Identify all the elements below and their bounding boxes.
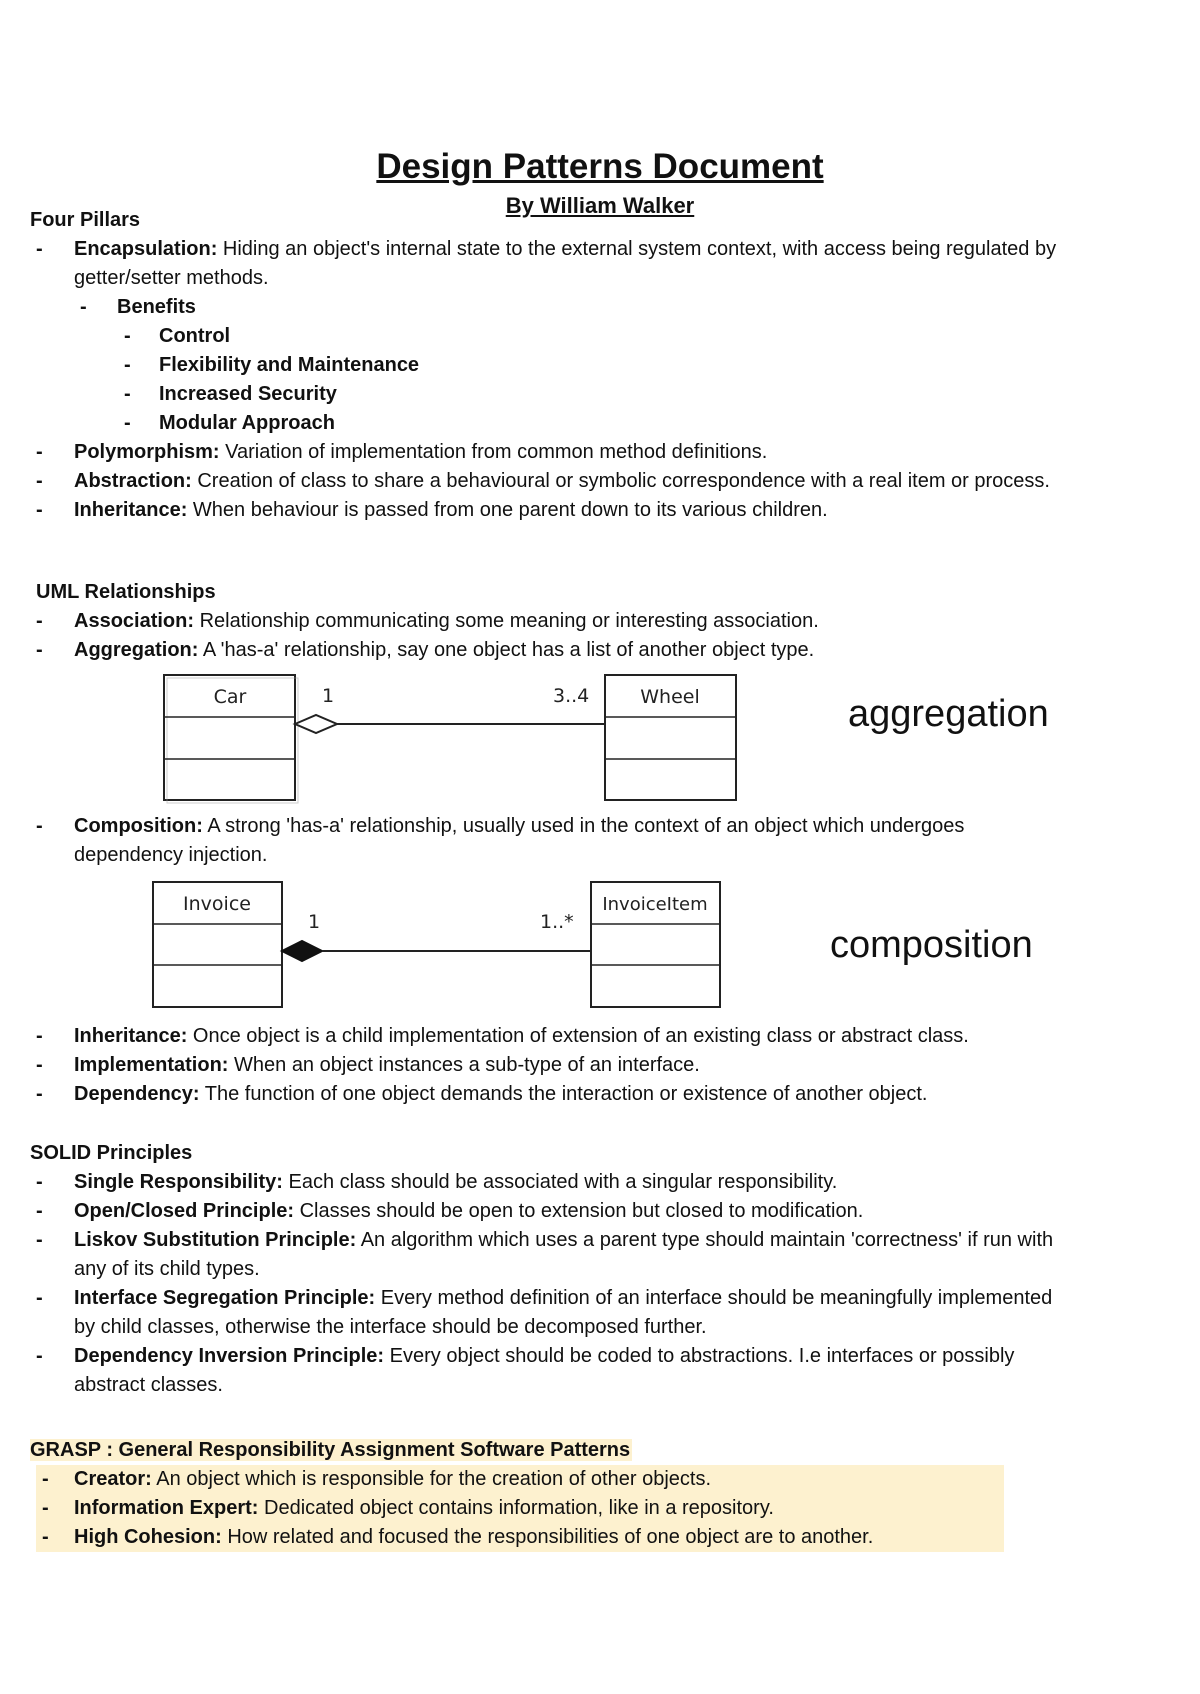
term-description: How related and focused the responsibilities of one object are to another. — [221, 1526, 874, 1548]
term-description: Variation of implementation from common method definitions. — [219, 441, 768, 463]
bullet-dash: - — [124, 354, 131, 376]
list-item-benefit — [30, 322, 1180, 351]
filled-diamond-icon — [282, 941, 322, 961]
bullet-dash: - — [36, 1287, 43, 1309]
list-item-grasp — [36, 1494, 1004, 1523]
benefit-label: Control — [159, 325, 231, 347]
document-title: Design Patterns Document — [376, 147, 824, 186]
term-label: Aggregation: — [74, 639, 199, 661]
aggregation-caption: aggregation — [848, 693, 1049, 735]
term-description: Classes should be open to extension but closed to modification. — [294, 1200, 864, 1222]
term-description-cont: any of its child types. — [74, 1258, 260, 1280]
term-label: Composition: — [74, 815, 203, 837]
bullet-dash: - — [36, 238, 43, 260]
list-item-inheritance — [30, 496, 1180, 525]
class-name-invoice: Invoice — [183, 893, 251, 915]
term-description-line1: A strong 'has-a' relationship, usually used in the context of an object which undergoes — [202, 815, 965, 837]
benefit-label: Increased Security — [159, 383, 337, 405]
uml-section — [36, 578, 1186, 665]
list-item-association — [30, 607, 1186, 636]
uml-class-invoiceitem — [591, 882, 720, 1007]
list-item-solid — [30, 1226, 1180, 1284]
uml-more-section — [30, 1022, 1180, 1109]
term-description: The function of one object demands the interaction or existence of another object. — [199, 1083, 928, 1105]
bullet-dash: - — [36, 499, 43, 521]
multiplicity-right: 1..* — [540, 911, 574, 933]
term-encapsulation: Encapsulation: — [74, 238, 218, 260]
term-description: An algorithm which uses a parent type should maintain 'correctness' if run with — [356, 1229, 1054, 1251]
term-label: Implementation: — [74, 1054, 229, 1076]
grasp-heading-row — [30, 1436, 1180, 1465]
term-label: Liskov Substitution Principle: — [74, 1229, 357, 1251]
list-item-benefit — [30, 351, 1180, 380]
term-label: Information Expert: — [74, 1497, 259, 1519]
term-description: Relationship communicating some meaning or interesting association. — [194, 610, 819, 632]
term-description: A 'has-a' relationship, say one object has a list of another object type. — [198, 639, 815, 661]
term-label: Inheritance: — [74, 1025, 188, 1047]
bullet-dash: - — [124, 383, 131, 405]
desc-encapsulation-line2: getter/setter methods. — [74, 267, 269, 289]
composition-section — [30, 812, 1180, 870]
list-item-solid — [30, 1284, 1180, 1342]
term-description-cont: abstract classes. — [74, 1374, 223, 1396]
uml-class-invoice — [153, 882, 282, 1007]
list-item-grasp — [36, 1465, 1004, 1494]
list-item-encapsulation — [30, 235, 1180, 293]
bullet-dash: - — [36, 1200, 43, 1222]
list-item-solid — [30, 1168, 1180, 1197]
bullet-dash: - — [36, 1054, 43, 1076]
term-description: Creation of class to share a behavioural or symbolic correspondence with a real item or process. — [191, 470, 1050, 492]
benefit-label: Modular Approach — [159, 412, 335, 434]
bullet-dash: - — [36, 815, 43, 837]
term-description: Every object should be coded to abstractions. I.e interfaces or possibly — [384, 1345, 1015, 1367]
uml-class-car — [164, 675, 298, 803]
grasp-section — [30, 1436, 1180, 1552]
bullet-dash: - — [36, 1229, 43, 1251]
list-item-solid — [30, 1197, 1180, 1226]
list-item-benefit — [30, 409, 1180, 438]
bullet-dash: - — [124, 325, 131, 347]
bullet-dash: - — [36, 1171, 43, 1193]
term-description: When behaviour is passed from one parent down to its various children. — [187, 499, 828, 521]
benefits-label: Benefits — [117, 296, 196, 318]
multiplicity-left: 1 — [322, 685, 335, 707]
bullet-dash: - — [42, 1468, 49, 1490]
term-label: Interface Segregation Principle: — [74, 1287, 376, 1309]
list-item-uml-inheritance — [30, 1022, 1180, 1051]
bullet-dash: - — [80, 296, 87, 318]
multiplicity-right: 3..4 — [553, 685, 590, 707]
solid-section — [30, 1139, 1180, 1400]
list-item-solid — [30, 1342, 1180, 1400]
class-name-car: Car — [213, 686, 247, 708]
hollow-diamond-icon — [295, 715, 337, 733]
term-label: Dependency: — [74, 1083, 200, 1105]
term-label: Dependency Inversion Principle: — [74, 1345, 385, 1367]
composition-caption: composition — [830, 924, 1033, 966]
bullet-dash: - — [36, 610, 43, 632]
term-description-line2: dependency injection. — [74, 844, 268, 866]
list-item-dependency — [30, 1080, 1180, 1109]
term-description: Every method definition of an interface should be meaningfully implemented — [375, 1287, 1053, 1309]
term-label: Creator: — [74, 1468, 152, 1490]
term-label: High Cohesion: — [74, 1526, 222, 1548]
class-name-invoiceitem: InvoiceItem — [602, 894, 708, 915]
term-label: Single Responsibility: — [74, 1171, 283, 1193]
term-description: Once object is a child implementation of extension of an existing class or abstract class. — [187, 1025, 969, 1047]
bullet-dash: - — [42, 1526, 49, 1548]
multiplicity-left: 1 — [308, 911, 321, 933]
term-description: When an object instances a sub-type of an interface. — [228, 1054, 700, 1076]
bullet-dash: - — [124, 412, 131, 434]
uml-heading: UML Relationships — [36, 581, 216, 603]
aggregation-diagram — [150, 670, 1100, 805]
four-pillars-heading: Four Pillars — [30, 209, 141, 231]
uml-class-wheel — [605, 675, 736, 800]
term-description: An object which is responsible for the creation of other objects. — [151, 1468, 711, 1490]
composition-diagram — [140, 878, 1100, 1014]
term-description: Dedicated object contains information, like in a repository. — [258, 1497, 774, 1519]
term-label: Polymorphism: — [74, 441, 220, 463]
bullet-dash: - — [36, 1345, 43, 1367]
four-pillars-section — [30, 206, 1180, 525]
list-item-aggregation — [30, 636, 1186, 665]
list-item-benefit — [30, 380, 1180, 409]
list-item-implementation — [30, 1051, 1180, 1080]
list-item-grasp — [36, 1523, 1004, 1552]
list-item-composition — [30, 812, 1180, 870]
term-description: Each class should be associated with a singular responsibility. — [282, 1171, 838, 1193]
bullet-dash: - — [36, 1025, 43, 1047]
term-label: Abstraction: — [74, 470, 192, 492]
list-item-benefits — [30, 293, 1180, 322]
document-author: By William Walker — [505, 193, 695, 218]
list-item-polymorphism — [30, 438, 1180, 467]
bullet-dash: - — [42, 1497, 49, 1519]
term-description-cont: by child classes, otherwise the interface should be decomposed further. — [74, 1316, 707, 1338]
bullet-dash: - — [36, 441, 43, 463]
bullet-dash: - — [36, 1083, 43, 1105]
bullet-dash: - — [36, 470, 43, 492]
term-label: Association: — [74, 610, 195, 632]
grasp-heading: GRASP : General Responsibility Assignment Software Patterns — [30, 1439, 631, 1461]
solid-heading: SOLID Principles — [30, 1142, 193, 1164]
list-item-abstraction — [30, 467, 1180, 496]
bullet-dash: - — [36, 639, 43, 661]
desc-encapsulation-line1: Hiding an object's internal state to the external system context, with access being regulated by — [217, 238, 1057, 260]
benefit-label: Flexibility and Maintenance — [159, 354, 420, 376]
class-name-wheel: Wheel — [640, 686, 700, 708]
term-label: Inheritance: — [74, 499, 188, 521]
term-label: Open/Closed Principle: — [74, 1200, 295, 1222]
